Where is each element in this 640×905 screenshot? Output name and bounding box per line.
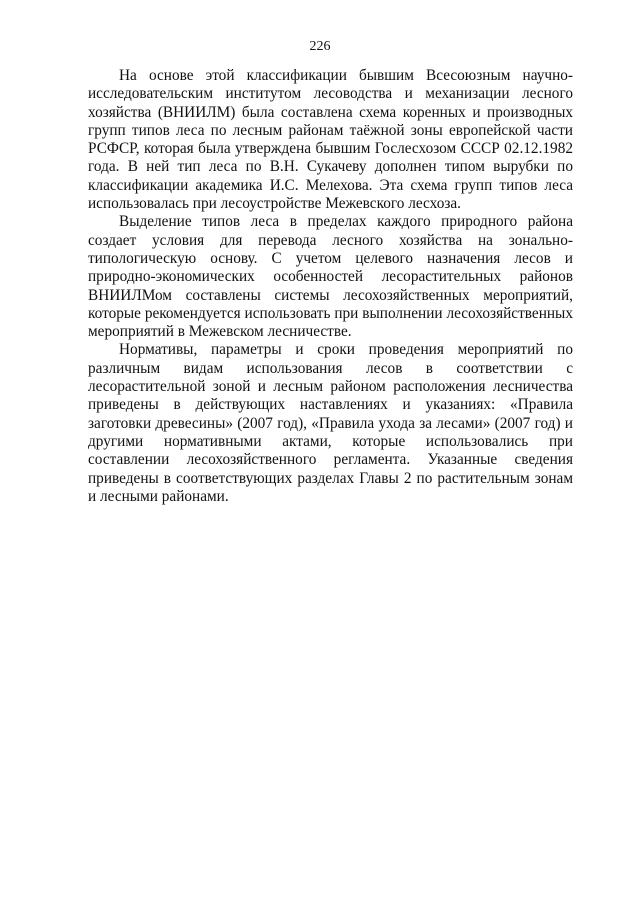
- paragraph-forest-type-selection: Выделение типов леса в пределах каждого природного района создает условия для перевода лесного хозяйства на зонально-типологическую основу. С учетом целевого назначения лесов и природно-экономических особенностей лесорастительных районов ВНИИЛМом составлены системы лесохозяйственных мероприятий, которые рекомендуется использовать при выполнении лесохозяйственных мероприятий в Межевском лесничестве.: [88, 213, 573, 341]
- body-text: [88, 67, 573, 506]
- page-number: 226: [309, 39, 331, 54]
- paragraph-classification-scheme: На основе этой классификации бывшим Всесоюзным научно-исследовательским институтом лесоводства и механизации лесного хозяйства (ВНИИЛМ) была составлена схема коренных и производных групп типов леса по лесным районам таёжной зоны европейской части РСФСР, которая была утверждена бывшим Гослесхозом СССР 02.12.1982 года. В ней тип леса по В.Н. Сукачеву дополнен типом вырубки по классификации академика И.С. Мелехова. Эта схема групп типов леса использовалась при лесоустройстве Межевского лесхоза.: [88, 67, 573, 213]
- paragraph-norms-and-parameters: Нормативы, параметры и сроки проведения мероприятий по различным видам использования лесов в соответствии с лесорастительной зоной и лесным районом расположения лесничества приведены в действующих наставлениях и указаниях: «Правила заготовки древесины» (2007 год), «Правила ухода за лесами» (2007 год) и другими нормативными актами, которые использовались при составлении лесохозяйственного регламента. Указанные сведения приведены в соответствующих разделах Главы 2 по растительным зонам и лесными районами.: [88, 341, 573, 505]
